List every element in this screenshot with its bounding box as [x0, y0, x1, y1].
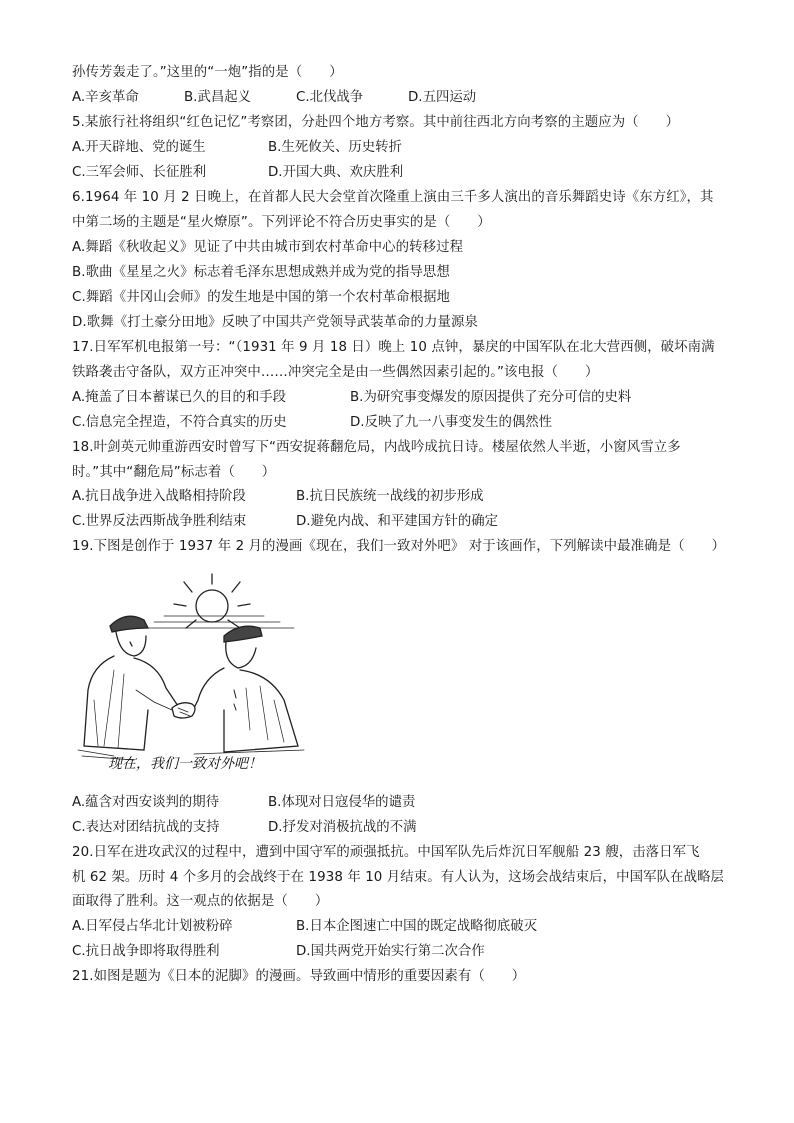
q5-option-a: A.开天辟地、党的诞生 [72, 140, 206, 155]
q4-stem: 孙传芳轰走了。”这里的“一炮”指的是（ ） [72, 65, 343, 80]
q18-option-a: A.抗日战争进入战略相持阶段 [72, 489, 246, 504]
q6-option-d: D.歌舞《打土豪分田地》反映了中国共产党领导武装革命的力量源泉 [72, 315, 478, 330]
q4-option-d: D.五四运动 [408, 90, 477, 105]
q5-option-b: B.生死攸关、历史转折 [268, 140, 402, 155]
q20-option-c: C.抗日战争即将取得胜利 [72, 944, 220, 959]
q5-stem: 5.某旅行社将组织“红色记忆”考察团，分赴四个地方考察。其中前往西北方向考察的主题应为（ ） [72, 115, 680, 130]
q18-option-d: D.避免内战、和平建国方针的确定 [296, 514, 499, 529]
q19-option-d: D.抒发对消极抗战的不满 [268, 820, 417, 835]
q18-stem-line-2: 时。”其中“翻危局”标志着（ ） [72, 465, 276, 480]
q5-option-d: D.开国大典、欢庆胜利 [268, 165, 404, 180]
q21-stem: 21.如图是题为《日本的泥脚》的漫画。导致画中情形的重要因素有（ ） [72, 969, 526, 984]
cartoon-handshake-image [74, 570, 336, 776]
q20-option-d: D.国共两党开始实行第二次合作 [296, 944, 485, 959]
q4-option-b: B.武昌起义 [184, 90, 252, 105]
q19-stem: 19.下图是创作于 1937 年 2 月的漫画《现在，我们一致对外吧》 对于该画作，下列解读中最准确是（ ） [72, 539, 726, 554]
q19-option-c: C.表达对团结抗战的支持 [72, 820, 220, 835]
q19-option-b: B.体现对日寇侵华的谴责 [268, 795, 416, 810]
q17-option-a: A.掩盖了日本蓄谋已久的目的和手段 [72, 390, 287, 405]
q18-option-b: B.抗日民族统一战线的初步形成 [296, 489, 484, 504]
q20-stem-line-2: 机 62 架。历时 4 个多月的会战终于在 1938 年 10 月结束。有人认为，这场会战结束后，中国军队在战略层 [72, 870, 725, 885]
q20-option-b: B.日本企图速亡中国的既定战略彻底破灭 [296, 919, 538, 934]
q4-option-a: A.辛亥革命 [72, 90, 139, 105]
q17-stem-line-1: 17.日军军机电报第一号：“（1931 年 9 月 18 日）晚上 10 点钟，暴戾的中国军队在北大营西侧，破坏南满 [72, 340, 715, 355]
q18-option-c: C.世界反法西斯战争胜利结束 [72, 514, 247, 529]
q17-option-b: B.为研究事变爆发的原因提供了充分可信的史料 [350, 390, 632, 405]
q6-option-b: B.歌曲《星星之火》标志着毛泽东思想成熟并成为党的指导思想 [72, 265, 450, 280]
q20-option-a: A.日军侵占华北计划被粉碎 [72, 919, 233, 934]
q18-stem-line-1: 18.叶剑英元帅重游西安时曾写下“西安捉蒋翻危局，内战吟成抗日诗。楼屋依然人半逝，小窗风雪立多 [72, 440, 681, 455]
q6-option-c: C.舞蹈《井冈山会师》的发生地是中国的第一个农村革命根据地 [72, 290, 451, 305]
q4-option-c: C.北伐战争 [296, 90, 364, 105]
q20-stem-line-3: 面取得了胜利。这一观点的依据是（ ） [72, 894, 329, 909]
q5-option-c: C.三军会师、长征胜利 [72, 165, 207, 180]
q19-option-a: A.蕴含对西安谈判的期待 [72, 795, 220, 810]
cartoon-caption: 现在，我们一致对外吧！ [108, 756, 262, 772]
q17-option-d: D.反映了九一八事变发生的偶然性 [350, 415, 553, 430]
q6-stem-line-2: 中第二场的主题是“星火燎原”。下列评论不符合历史事实的是（ ） [72, 215, 491, 230]
q20-stem-line-1: 20.日军在进攻武汉的过程中，遭到中国守军的顽强抵抗。中国军队先后炸沉日军舰船 23 艘，击落日军飞 [72, 845, 700, 860]
q6-option-a: A.舞蹈《秋收起义》见证了中共由城市到农村革命中心的转移过程 [72, 240, 464, 255]
q6-stem-line-1: 6.1964 年 10 月 2 日晚上，在首都人民大会堂首次隆重上演由三千多人演出的音乐舞蹈史诗《东方红》，其 [72, 190, 714, 205]
q17-stem-line-2: 铁路袭击守备队，双方正冲突中……冲突完全是由一些偶然因素引起的。”该电报（ ） [72, 365, 599, 380]
q17-option-c: C.信息完全捏造，不符合真实的历史 [72, 415, 287, 430]
